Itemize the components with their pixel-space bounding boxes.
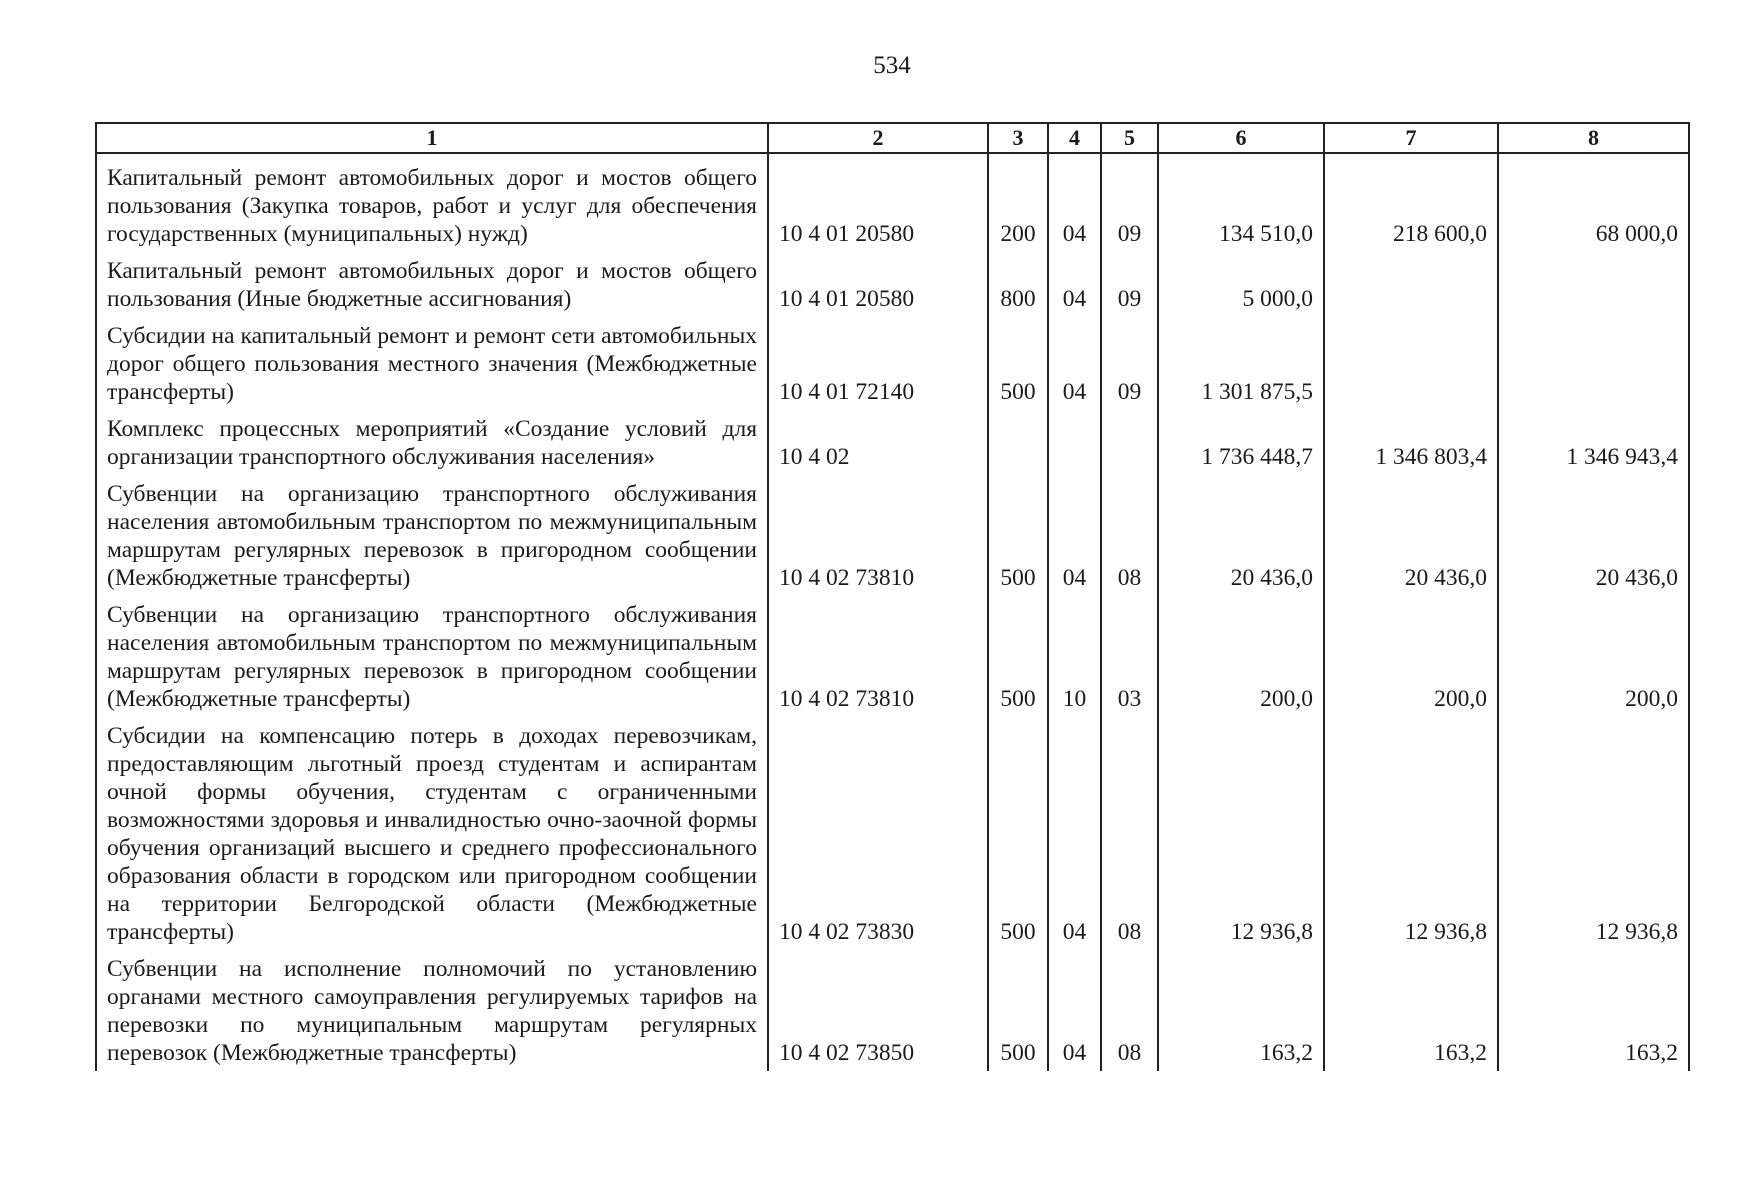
- row-expense-type: 500: [988, 717, 1048, 950]
- row-name: Субвенции на исполнение полномочий по установлению органами местного самоуправления регулируемых тарифов на перевозки по муниципальным маршрутам регулярных перевозок (Межбюджетные трансферты): [96, 950, 768, 1071]
- row-subsection: 09: [1101, 252, 1158, 317]
- row-amount-col6: 12 936,8: [1158, 717, 1324, 950]
- row-expense-type: 500: [988, 317, 1048, 410]
- table-row: [96, 410, 1689, 475]
- row-amount-col8: 1 346 943,4: [1498, 410, 1689, 475]
- row-amount-col8: 12 936,8: [1498, 717, 1689, 950]
- row-name: Субвенции на организацию транспортного обслуживания населения автомобильным транспортом по межмуниципальным маршрутам регулярных перевозок в пригородном сообщении (Межбюджетные трансферты): [96, 475, 768, 596]
- row-target-code: 10 4 02 73830: [768, 717, 988, 950]
- row-expense-type: 500: [988, 950, 1048, 1071]
- budget-table: [95, 122, 1690, 1071]
- row-amount-col7: [1324, 317, 1498, 410]
- row-name: Субсидии на капитальный ремонт и ремонт сети автомобильных дорог общего пользования местного значения (Межбюджетные трансферты): [96, 317, 768, 410]
- row-name: Капитальный ремонт автомобильных дорог и мостов общего пользования (Закупка товаров, работ и услуг для обеспечения государственных (муниципальных) нужд): [96, 153, 768, 252]
- column-header-5: 5: [1101, 123, 1158, 153]
- column-header-1: 1: [96, 123, 768, 153]
- row-target-code: 10 4 01 20580: [768, 153, 988, 252]
- row-name: Комплекс процессных мероприятий «Создание условий для организации транспортного обслуживания населения»: [96, 410, 768, 475]
- row-subsection: 08: [1101, 475, 1158, 596]
- row-amount-col7: 1 346 803,4: [1324, 410, 1498, 475]
- row-target-code: 10 4 02 73810: [768, 596, 988, 717]
- column-header-4: 4: [1048, 123, 1101, 153]
- row-amount-col6: 20 436,0: [1158, 475, 1324, 596]
- row-amount-col8: 20 436,0: [1498, 475, 1689, 596]
- row-amount-col8: 163,2: [1498, 950, 1689, 1071]
- row-amount-col8: [1498, 317, 1689, 410]
- column-header-7: 7: [1324, 123, 1498, 153]
- row-section: 04: [1048, 950, 1101, 1071]
- row-name: Капитальный ремонт автомобильных дорог и мостов общего пользования (Иные бюджетные ассигнования): [96, 252, 768, 317]
- column-header-2: 2: [768, 123, 988, 153]
- row-amount-col7: 163,2: [1324, 950, 1498, 1071]
- row-subsection: 09: [1101, 153, 1158, 252]
- row-amount-col6: 134 510,0: [1158, 153, 1324, 252]
- row-section: 04: [1048, 252, 1101, 317]
- table-row: [96, 153, 1689, 252]
- row-subsection: 08: [1101, 950, 1158, 1071]
- row-section: 04: [1048, 475, 1101, 596]
- row-target-code: 10 4 01 72140: [768, 317, 988, 410]
- row-amount-col8: [1498, 252, 1689, 317]
- row-amount-col7: 20 436,0: [1324, 475, 1498, 596]
- row-subsection: 09: [1101, 317, 1158, 410]
- row-amount-col8: 200,0: [1498, 596, 1689, 717]
- header-row: [96, 123, 1689, 153]
- table-row: [96, 252, 1689, 317]
- row-expense-type: [988, 410, 1048, 475]
- row-expense-type: 500: [988, 596, 1048, 717]
- table-row: [96, 717, 1689, 950]
- row-section: 04: [1048, 317, 1101, 410]
- row-section: 04: [1048, 717, 1101, 950]
- row-amount-col6: 1 301 875,5: [1158, 317, 1324, 410]
- row-subsection: 08: [1101, 717, 1158, 950]
- row-amount-col7: 200,0: [1324, 596, 1498, 717]
- row-amount-col6: 163,2: [1158, 950, 1324, 1071]
- column-header-8: 8: [1498, 123, 1689, 153]
- row-expense-type: 200: [988, 153, 1048, 252]
- page-number: 534: [873, 52, 911, 79]
- row-subsection: [1101, 410, 1158, 475]
- row-section: 04: [1048, 153, 1101, 252]
- row-amount-col6: 200,0: [1158, 596, 1324, 717]
- row-amount-col7: 218 600,0: [1324, 153, 1498, 252]
- row-amount-col6: 5 000,0: [1158, 252, 1324, 317]
- row-target-code: 10 4 02: [768, 410, 988, 475]
- row-target-code: 10 4 02 73850: [768, 950, 988, 1071]
- table-row: [96, 317, 1689, 410]
- row-section: 10: [1048, 596, 1101, 717]
- row-amount-col8: 68 000,0: [1498, 153, 1689, 252]
- row-amount-col6: 1 736 448,7: [1158, 410, 1324, 475]
- column-header-3: 3: [988, 123, 1048, 153]
- table-row: [96, 950, 1689, 1071]
- row-name: Субсидии на компенсацию потерь в доходах перевозчикам, предоставляющим льготный проезд студентам и аспирантам очной формы обучения, студентам с ограниченными возможностями здоровья и инвалидностью очно-заочной формы обучения организаций высшего и среднего профессионального образования области в городском или пригородном сообщении на территории Белгородской области (Межбюджетные трансферты): [96, 717, 768, 950]
- row-name: Субвенции на организацию транспортного обслуживания населения автомобильным транспортом по межмуниципальным маршрутам регулярных перевозок в пригородном сообщении (Межбюджетные трансферты): [96, 596, 768, 717]
- row-section: [1048, 410, 1101, 475]
- row-target-code: 10 4 02 73810: [768, 475, 988, 596]
- row-subsection: 03: [1101, 596, 1158, 717]
- row-target-code: 10 4 01 20580: [768, 252, 988, 317]
- row-expense-type: 800: [988, 252, 1048, 317]
- table-row: [96, 475, 1689, 596]
- row-amount-col7: [1324, 252, 1498, 317]
- table-row: [96, 596, 1689, 717]
- row-amount-col7: 12 936,8: [1324, 717, 1498, 950]
- column-header-6: 6: [1158, 123, 1324, 153]
- row-expense-type: 500: [988, 475, 1048, 596]
